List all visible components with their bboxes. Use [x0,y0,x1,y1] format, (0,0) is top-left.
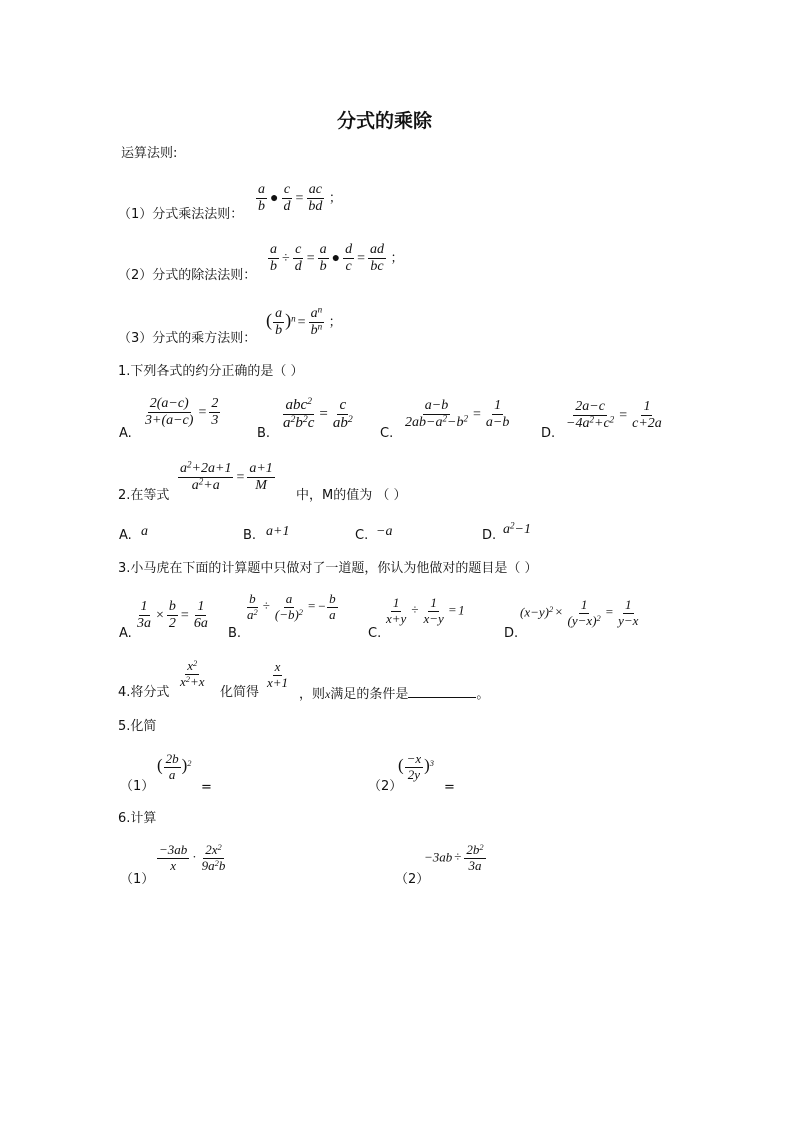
q5-part-1-equals: = [201,780,212,795]
q2-option-a-value: a [141,524,148,539]
q6-part-1-expression: $\frac{-3ab}{x}$ · $\frac{2x^2}{9a^2b}$ [159,841,226,873]
q1-option-d-formula: $\frac{2a-c}{-4a^2+c^2}$ = $\frac{1}{c+2a}$ [566,399,662,432]
q2-equation: $\frac{a^2+2a+1}{a^2+a}$ = $\frac{a+1}{M}$ [180,459,273,494]
q2-option-c-value: −a [376,524,393,539]
q5-part-1-expression: ( $\frac{2b}{a}$ )$^2$ [157,751,192,782]
rule-3-label: （3）分式的乘方法则： [118,331,257,346]
q4-stem-post: ，则x满足的条件是 。 [299,687,490,702]
q3-option-d-formula: $(x-y)^2$ × $\frac{1}{(y-x)^2}$ = $\frac{1}{y-x}$ [520,597,639,628]
rule-1-semicolon: ； [328,189,342,205]
q6-part-2-label: （2） [395,872,430,887]
q5-part-2-equals: = [444,780,455,795]
q4-result: $\frac{x}{x+1}$ [267,659,289,690]
rule-3-formula: ( $\frac{a}{b}$ )$^n$ = $\frac{a^n}{b^n}$ ； [266,304,342,339]
q4-answer-blank[interactable] [408,685,476,698]
q5-part-1-label: （1） [120,779,155,794]
q3-option-a-label: A. [119,626,132,641]
q4-fraction: $\frac{x^2}{x^2+x}$ [180,657,205,689]
rule-1-formula: $\frac{a}{b}$ ● $\frac{c}{d}$ = $\frac{ac}{bd}$ ； [258,182,342,215]
q1-option-d-label: D. [541,426,556,441]
q2-option-c-label: C. [355,528,369,543]
rule-3-semicolon: ； [328,313,342,329]
q6-part-1-label: （1） [120,872,155,887]
rule-2-semicolon: ； [390,249,404,265]
q2-option-d-label: D. [482,528,497,543]
q3-option-b-label: B. [228,626,242,641]
q2-stem-post: 中，M的值为 （ ） [296,488,407,503]
q1-option-b-formula: $\frac{abc^2}{a^2b^2c}$ = $\frac{c}{ab^2}$ [283,396,353,432]
rule-2-formula: $\frac{a}{b}$ ÷ $\frac{c}{d}$ = $\frac{a}{b}$ ● $\frac{d}{c}$ = $\frac{ad}{bc}$ ； [270,242,404,275]
rules-heading: 运算法则: [121,146,178,161]
q2-option-b-value: a+1 [266,524,290,539]
q1-option-c-label: C. [380,426,394,441]
q1-option-b-label: B. [257,426,271,441]
q2-stem-pre: 2.在等式 [118,488,170,503]
q1-stem: 1.下列各式的约分正确的是（ ） [118,364,304,379]
q1-option-a-label: A. [119,426,132,441]
q5-part-2-expression: ( $\frac{-x}{2y}$ )$^3$ [398,751,435,782]
q4-stem-pre: 4.将分式 [118,685,170,700]
q4-end: 。 [476,687,490,702]
q4-condition: 满足的条件是 [330,687,409,702]
q2-option-a-label: A. [119,528,132,543]
q1-option-a-formula: $\frac{2(a-c)}{3+(a-c)}$ = $\frac{2}{3}$ [145,396,219,429]
rule-2-label: （2）分式的除法法则： [118,268,257,283]
q3-option-d-label: D. [504,626,519,641]
q3-option-b-formula: $\frac{b}{a^2}$ ÷ $\frac{a}{(-b)^2}$ = − $\frac{b}{a}$ [247,591,336,622]
q6-part-2-expression: −3ab ÷ $\frac{2b^2}{3a}$ [424,841,484,873]
page-title: 分式的乘除 [337,110,433,132]
rule-1-label: （1）分式乘法法则： [118,207,244,222]
q4-stem-mid: 化简得 [220,685,260,700]
q3-option-c-formula: $\frac{1}{x+y}$ ÷ $\frac{1}{x-y}$ = 1 [386,595,465,626]
q6-stem: 6.计算 [118,811,157,826]
q4-then: ，则 [299,687,326,702]
q2-option-d-value: $a^2-1$ [503,520,531,537]
q5-stem: 5.化简 [118,719,157,734]
q3-option-a-formula: $\frac{1}{3a}$ × $\frac{b}{2}$ = $\frac{1}{6a}$ [137,599,208,632]
q1-option-c-formula: $\frac{a-b}{2ab-a^2-b^2}$ = $\frac{1}{a-b}$ [405,398,510,431]
q3-stem: 3.小马虎在下面的计算题中只做对了一道题，你认为他做对的题目是（ ） [118,561,538,576]
q2-option-b-label: B. [243,528,257,543]
q3-option-c-label: C. [368,626,382,641]
q5-part-2-label: （2） [368,779,403,794]
